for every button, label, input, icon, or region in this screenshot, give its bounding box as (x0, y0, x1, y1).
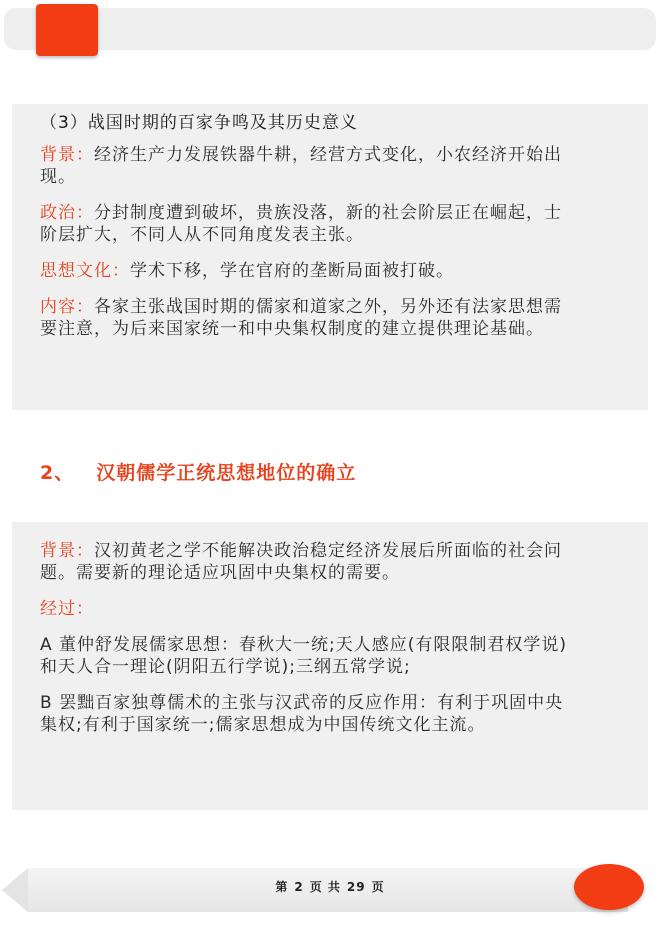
next-page-button[interactable] (574, 864, 644, 910)
section-title: 汉朝儒学正统思想地位的确立 (96, 462, 357, 484)
section-number: 2、 (40, 462, 75, 484)
text-line: 学术下移，学在官府的垄断局面被打破。 (130, 261, 454, 281)
text-line: 分封制度遭到破坏，贵族没落，新的社会阶层正在崛起，士 (94, 203, 562, 223)
text-line: 题。需要新的理论适应巩固中央集权的需要。 (40, 563, 400, 583)
item-b-label: B 罢黜百家独尊儒术的主张与汉武帝的反应作用： (40, 693, 438, 713)
label-politics: 政治： (40, 203, 94, 223)
paragraph-process (40, 598, 630, 620)
paragraph-content (40, 296, 630, 340)
page-middle: 页 共 (309, 880, 341, 894)
text-line: 现。 (40, 167, 76, 187)
page-number (0, 878, 660, 895)
text-line: 各家主张战国时期的儒家和道家之外，另外还有法家思想需 (94, 297, 562, 317)
section-heading (40, 458, 356, 485)
paragraph-background (40, 144, 630, 188)
label-process: 经过： (40, 599, 94, 619)
item-a (40, 634, 630, 678)
header-tab (36, 4, 98, 56)
paragraph-politics (40, 202, 630, 246)
page-suffix: 页 (371, 880, 385, 894)
text-line: 汉初黄老之学不能解决政治稳定经济发展后所面临的社会问 (94, 541, 562, 561)
text-line: 和天人合一理论(阴阳五行学说);三纲五常学说; (40, 657, 411, 677)
text-line: 春秋大一统;天人感应(有限限制君权学说) (239, 635, 568, 655)
current-page: 2 (294, 880, 304, 894)
text-line: 有利于巩固中央 (437, 693, 564, 713)
header-bar (4, 8, 656, 50)
label-background: 背景： (40, 145, 94, 165)
label-background: 背景： (40, 541, 94, 561)
total-pages: 29 (346, 880, 366, 894)
text-line: 阶层扩大，不同人从不同角度发表主张。 (40, 225, 364, 245)
text-line: 要注意，为后来国家统一和中央集权制度的建立提供理论基础。 (40, 319, 544, 339)
item-b (40, 692, 630, 736)
text-line: 集权;有利于国家统一;儒家思想成为中国传统文化主流。 (40, 715, 486, 735)
text-line: 经济生产力发展铁器牛耕，经营方式变化，小农经济开始出 (94, 145, 562, 165)
item-a-label: A 董仲舒发展儒家思想： (40, 635, 240, 655)
label-content: 内容： (40, 297, 94, 317)
label-thought-culture: 思想文化： (40, 261, 130, 281)
section-2-panel (12, 522, 648, 810)
paragraph-thought-culture (40, 260, 630, 282)
subsection-heading: （3）战国时期的百家争鸣及其历史意义 (40, 113, 358, 133)
page-prefix: 第 (275, 880, 289, 894)
paragraph-background (40, 540, 630, 584)
section-3-panel (12, 104, 648, 410)
